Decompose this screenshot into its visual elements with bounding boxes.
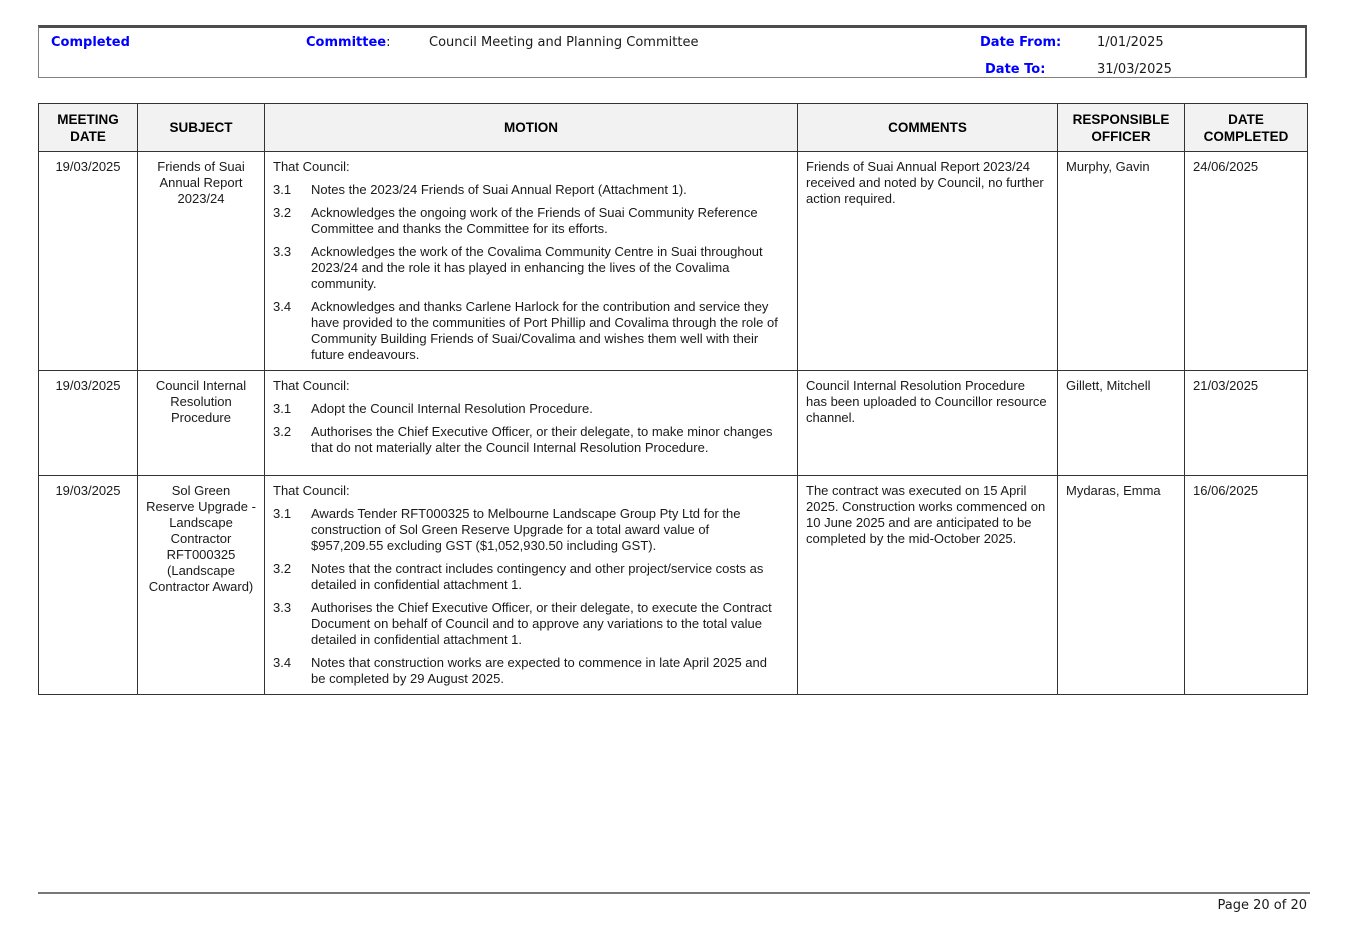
comments-cell: Council Internal Resolution Procedure has been uploaded to Councillor resource channel. [798,371,1058,476]
motion-item-text: Acknowledges the ongoing work of the Friends of Suai Community Reference Committee and thanks the Committee for its efforts. [311,205,758,236]
date-completed-cell: 16/06/2025 [1185,476,1308,695]
motion-item-text: Adopt the Council Internal Resolution Procedure. [311,401,593,416]
motion-item-number: 3.1 [273,506,292,521]
motion-item [273,561,789,593]
meeting-date-cell: 19/03/2025 [39,371,138,476]
motion-cell [265,152,798,371]
motion-item-text: Acknowledges and thanks Carlene Harlock for the contribution and service they have provided to the communities of Port Phillip and Covalima through the role of Community Building Friends of Suai/Covalima and wishes them well with their future endeavours. [311,299,778,362]
motion-item-text: Authorises the Chief Executive Officer, or their delegate, to make minor changes that do not materially alter the Council Internal Resolution Procedure. [311,424,773,455]
motion-item-text: Authorises the Chief Executive Officer, or their delegate, to execute the Contract Document on behalf of Council and to approve any variations to the total value detailed in confidential attachment 1. [311,600,772,647]
motion-item-number: 3.4 [273,655,292,670]
motion-item-number: 3.2 [273,205,292,220]
col-header-motion: MOTION [265,104,798,152]
motion-item-text: Awards Tender RFT000325 to Melbourne Landscape Group Pty Ltd for the construction of Sol Green Reserve Upgrade for a total award value of $957,209.55 excluding GST ($1,052,930.50 including GST). [311,506,741,553]
motion-item-number: 3.4 [273,299,292,314]
comments-cell: The contract was executed on 15 April 2025. Construction works commenced on 10 June 2025 and are anticipated to be completed by the mid-October 2025. [798,476,1058,695]
motion-item [273,506,789,554]
motion-item [273,182,789,198]
motion-item [273,424,789,456]
motion-intro: That Council: [273,483,350,498]
motion-item [273,244,789,292]
committee-value: Council Meeting and Planning Committee [429,35,699,50]
actions-table [38,103,1308,695]
subject-cell: Sol Green Reserve Upgrade - Landscape Contractor RFT000325 (Landscape Contractor Award) [138,476,265,695]
col-header-responsible-officer: RESPONSIBLE OFFICER [1058,104,1185,152]
motion-item-number: 3.2 [273,561,292,576]
motion-item [273,205,789,237]
motion-cell [265,371,798,476]
motion-intro: That Council: [273,159,350,174]
status-filter-label: Completed [51,35,130,50]
motion-item-number: 3.1 [273,182,292,197]
date-from-label: Date From: [980,35,1062,50]
page-number: Page 20 of 20 [1217,898,1307,913]
responsible-officer-cell: Gillett, Mitchell [1058,371,1185,476]
table-row [39,152,1308,371]
motion-item-text: Notes the 2023/24 Friends of Suai Annual Report (Attachment 1). [311,182,687,197]
date-completed-cell: 24/06/2025 [1185,152,1308,371]
filter-header-box [38,25,1307,78]
col-header-meeting-date: MEETING DATE [39,104,138,152]
committee-field [306,35,390,50]
motion-item-text: Notes that construction works are expected to commence in late April 2025 and be completed by 29 August 2025. [311,655,767,686]
motion-item-text: Notes that the contract includes contingency and other project/service costs as detailed in confidential attachment 1. [311,561,764,592]
date-to-label: Date To: [985,62,1046,77]
date-completed-cell: 21/03/2025 [1185,371,1308,476]
footer-divider [38,892,1310,894]
date-from-value: 1/01/2025 [1097,35,1164,50]
meeting-date-cell: 19/03/2025 [39,476,138,695]
subject-cell: Friends of Suai Annual Report 2023/24 [138,152,265,371]
motion-item [273,401,789,417]
motion-item [273,655,789,687]
committee-label: Committee [306,35,387,50]
col-header-subject: SUBJECT [138,104,265,152]
motion-cell [265,476,798,695]
date-to-value: 31/03/2025 [1097,62,1172,77]
responsible-officer-cell: Mydaras, Emma [1058,476,1185,695]
motion-item [273,299,789,363]
motion-item-number: 3.2 [273,424,292,439]
motion-item-number: 3.1 [273,401,292,416]
table-row [39,476,1308,695]
table-header-row [39,104,1308,152]
meeting-date-cell: 19/03/2025 [39,152,138,371]
motion-item [273,600,789,648]
table-row [39,371,1308,476]
col-header-date-completed: DATE COMPLETED [1185,104,1308,152]
committee-colon: : [386,35,391,50]
comments-cell: Friends of Suai Annual Report 2023/24 received and noted by Council, no further action required. [798,152,1058,371]
responsible-officer-cell: Murphy, Gavin [1058,152,1185,371]
subject-cell: Council Internal Resolution Procedure [138,371,265,476]
motion-item-number: 3.3 [273,244,292,259]
motion-item-number: 3.3 [273,600,292,615]
col-header-comments: COMMENTS [798,104,1058,152]
motion-item-text: Acknowledges the work of the Covalima Community Centre in Suai throughout 2023/24 and the role it has played in enhancing the lives of the Covalima community. [311,244,763,291]
motion-intro: That Council: [273,378,350,393]
